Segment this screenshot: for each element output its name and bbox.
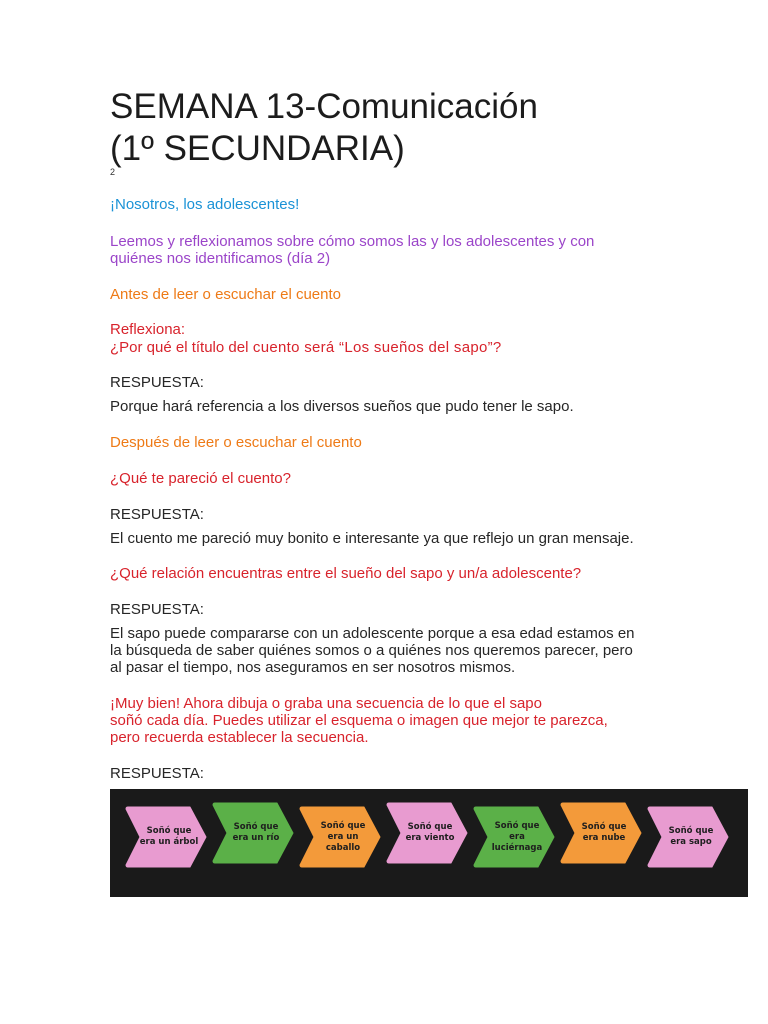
answer-3-line-2: la búsqueda de saber quiénes somos o a quiénes nos queremos parecer, pero	[110, 642, 633, 659]
answer-3-line-1: El sapo puede compararse con un adolescente porque a esa edad estamos en	[110, 625, 635, 642]
sequence-step-label	[217, 801, 289, 865]
sequence-step-5	[472, 805, 556, 869]
sequence-step-line-1: Soñó que	[494, 820, 540, 831]
task-instructions	[110, 695, 608, 746]
answer-1: Porque hará referencia a los diversos sueños que pudo tener le sapo.	[110, 398, 574, 415]
question-1	[110, 339, 502, 356]
sequence-step-line-2: era viento	[405, 833, 455, 843]
sequence-step-4	[385, 801, 469, 865]
task-line-3: pero recuerda establecer la secuencia.	[110, 729, 369, 746]
intro-text	[110, 233, 594, 267]
sequence-step-3	[298, 805, 382, 869]
sequence-step-2	[211, 801, 295, 865]
sequence-step-line-1: Soñó que	[146, 826, 192, 836]
sequence-step-6	[559, 801, 643, 865]
sequence-step-line-2: era un caballo	[325, 831, 361, 853]
after-reading-heading: Después de leer o escuchar el cuento	[110, 434, 362, 451]
question-1-part-1: ¿Por qué el título del	[110, 339, 249, 356]
sequence-step-label	[565, 801, 637, 865]
sequence-step-line-2: era un río	[232, 833, 280, 843]
before-reading-heading: Antes de leer o escuchar el cuento	[110, 286, 341, 303]
sequence-step-1	[124, 805, 208, 869]
reflect-label: Reflexiona:	[110, 321, 186, 338]
sequence-step-line-1: Soñó que	[581, 822, 627, 832]
answer-label-2: RESPUESTA:	[110, 506, 204, 523]
question-1-part-2: cuento será “Los sueños del sapo”?	[248, 339, 502, 356]
task-line-2: soñó cada día. Puedes utilizar el esquema o imagen que mejor te parezca,	[110, 712, 608, 729]
answer-2: El cuento me pareció muy bonito e interesante ya que reflejo un gran mensaje.	[110, 530, 634, 547]
sequence-step-label	[652, 805, 724, 869]
sequence-step-line-1: Soñó que	[407, 822, 453, 832]
sequence-step-label	[304, 805, 376, 869]
sequence-step-label	[130, 805, 202, 869]
sequence-step-line-2: era sapo	[670, 837, 712, 847]
task-line-1: ¡Muy bien! Ahora dibuja o graba una secuencia de lo que el sapo	[110, 695, 542, 712]
answer-3	[110, 625, 635, 676]
sequence-step-7	[646, 805, 730, 869]
sequence-step-line-1: Soñó que	[320, 820, 366, 831]
heading: ¡Nosotros, los adolescentes!	[110, 196, 300, 213]
intro-line-1: Leemos y reflexionamos sobre cómo somos las y los adolescentes y con	[110, 233, 595, 250]
sequence-step-line-1: Soñó que	[668, 826, 714, 836]
title-line-2: (1º SECUNDARIA)	[110, 129, 405, 168]
sequence-step-label	[478, 805, 550, 869]
document-title	[110, 86, 538, 170]
answer-3-line-3: al pasar el tiempo, nos aseguramos en ser nosotros mismos.	[110, 659, 516, 676]
sequence-step-line-2: era un árbol	[139, 837, 199, 847]
title-line-1: SEMANA 13-Comunicación	[110, 87, 538, 126]
sequence-step-line-1: Soñó que	[233, 822, 279, 832]
sequence-step-line-2: era nube	[582, 833, 626, 843]
question-3: ¿Qué relación encuentras entre el sueño del sapo y un/a adolescente?	[110, 565, 582, 582]
intro-line-2: quiénes nos identificamos (día 2)	[110, 250, 331, 267]
sequence-step-line-2: era luciérnaga	[491, 831, 543, 853]
answer-label-3: RESPUESTA:	[110, 601, 204, 618]
sequence-step-label	[391, 801, 463, 865]
dream-sequence-strip	[110, 789, 748, 897]
footnote-marker: 2	[110, 167, 116, 177]
question-2: ¿Qué te pareció el cuento?	[110, 470, 291, 487]
answer-label-4: RESPUESTA:	[110, 765, 204, 782]
answer-label-1: RESPUESTA:	[110, 374, 204, 391]
